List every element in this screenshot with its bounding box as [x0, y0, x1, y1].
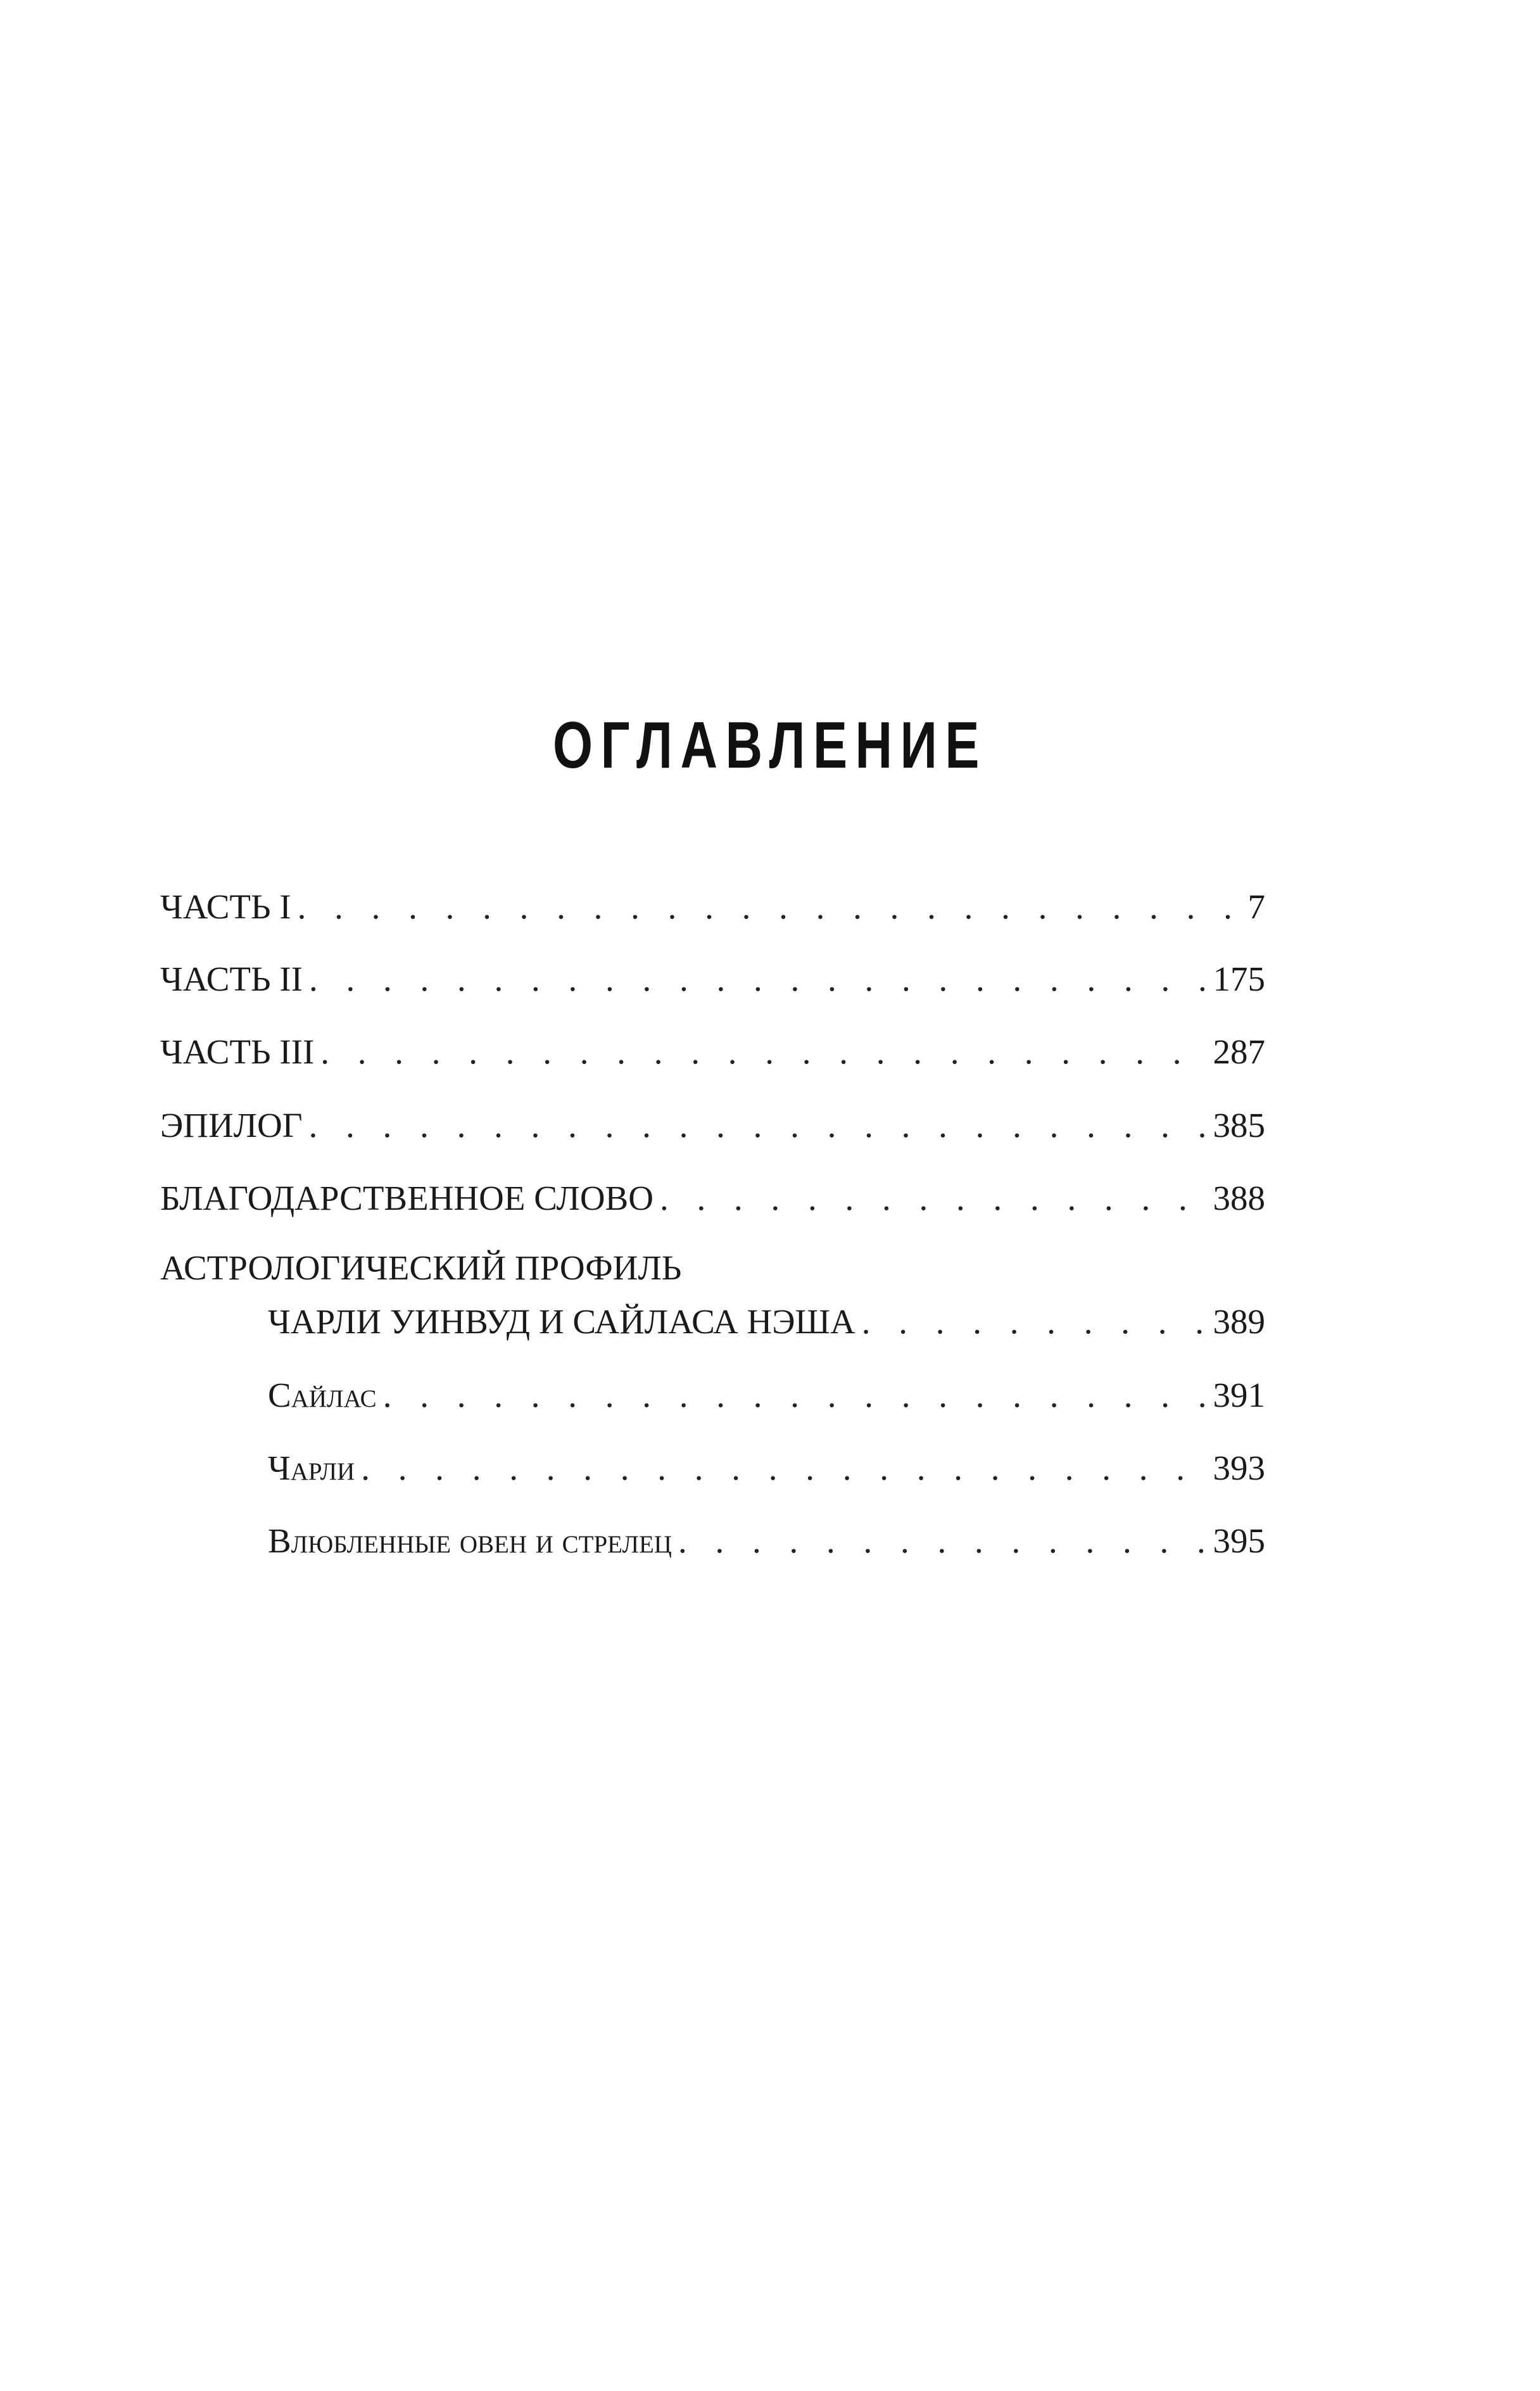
toc-entry-page: 7 — [1247, 887, 1265, 926]
dot-leader — [298, 885, 1239, 929]
dot-leader — [660, 1176, 1204, 1221]
toc-entry-page: 287 — [1213, 1032, 1265, 1071]
toc-entry-label: ЧАСТЬ I — [160, 887, 291, 926]
toc-entry-part-1[interactable] — [160, 885, 1265, 929]
dot-leader — [320, 1030, 1204, 1074]
dot-leader — [678, 1519, 1204, 1563]
toc-entry-label: Сайлас — [268, 1376, 377, 1414]
dot-leader — [862, 1300, 1204, 1344]
toc-entry-part-3[interactable] — [160, 1030, 1265, 1074]
toc-entry-part-2[interactable] — [160, 957, 1265, 1001]
dot-leader — [309, 1103, 1204, 1148]
toc-entry-silas[interactable] — [268, 1373, 1265, 1417]
dot-leader — [361, 1446, 1204, 1490]
toc-entry-page: 389 — [1213, 1302, 1265, 1341]
toc-entry-page: 391 — [1213, 1376, 1265, 1414]
toc-entry-epilogue[interactable] — [160, 1103, 1265, 1148]
toc-entry-label: ЧАСТЬ II — [160, 960, 303, 998]
toc-entry-page: 388 — [1213, 1179, 1265, 1217]
dot-leader — [309, 957, 1204, 1001]
toc-entry-label: ЧАРЛИ УИНВУД И САЙЛАСА НЭША — [268, 1302, 855, 1341]
toc-entry-page: 385 — [1213, 1106, 1265, 1145]
toc-entry-acknowledgements[interactable] — [160, 1176, 1265, 1221]
toc-entry-lovers[interactable] — [268, 1519, 1265, 1563]
toc-entry-charlie[interactable] — [268, 1446, 1265, 1490]
toc-entry-profile-subtitle[interactable] — [268, 1300, 1265, 1344]
toc-section-heading: АСТРОЛОГИЧЕСКИЙ ПРОФИЛЬ — [160, 1248, 682, 1287]
toc-entry-label: БЛАГОДАРСТВЕННОЕ СЛОВО — [160, 1179, 653, 1217]
toc-entry-label: ЧАСТЬ III — [160, 1032, 315, 1071]
toc-entry-label: ЭПИЛОГ — [160, 1106, 303, 1145]
toc-entry-page: 395 — [1213, 1521, 1265, 1560]
toc-entry-label: Влюбленные овен и стрелец — [268, 1521, 672, 1560]
toc-entry-label: Чарли — [268, 1449, 355, 1487]
page-title: ОГЛАВЛЕНИЕ — [553, 709, 987, 782]
toc-entry-page: 175 — [1213, 960, 1265, 998]
dot-leader — [383, 1373, 1204, 1417]
toc-entry-page: 393 — [1213, 1449, 1265, 1487]
